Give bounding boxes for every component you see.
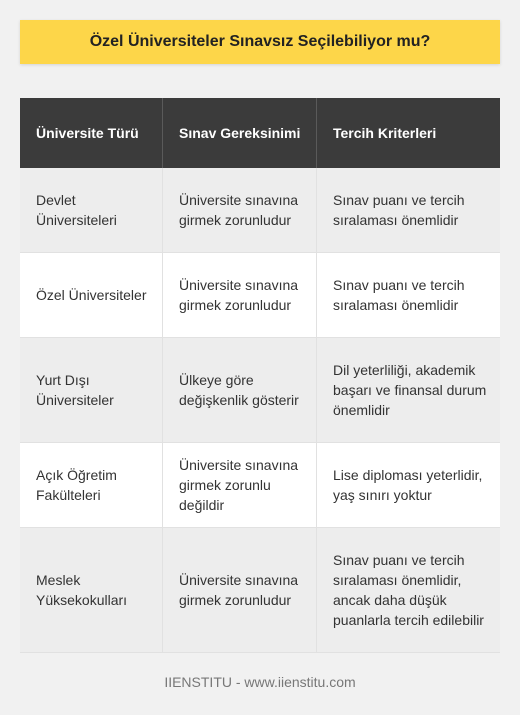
cell-preference-criteria: Sınav puanı ve tercih sıralaması önemlidir	[317, 168, 500, 253]
table-row	[20, 528, 500, 653]
cell-preference-criteria: Sınav puanı ve tercih sıralaması önemlidir, ancak daha düşük puanlarla tercih edilebilir	[317, 528, 500, 653]
table-row	[20, 338, 500, 443]
cell-university-type: Yurt Dışı Üniversiteler	[20, 338, 163, 443]
page-title: Özel Üniversiteler Sınavsız Seçilebiliyor mu?	[20, 20, 500, 64]
cell-university-type: Açık Öğretim Fakülteleri	[20, 443, 163, 528]
cell-university-type: Devlet Üniversiteleri	[20, 168, 163, 253]
cell-university-type: Özel Üniversiteler	[20, 253, 163, 338]
cell-exam-requirement: Üniversite sınavına girmek zorunlu değildir	[163, 443, 317, 528]
cell-preference-criteria: Sınav puanı ve tercih sıralaması önemlidir	[317, 253, 500, 338]
header-exam-requirement: Sınav Gereksinimi	[163, 98, 317, 168]
cell-exam-requirement: Ülkeye göre değişkenlik gösterir	[163, 338, 317, 443]
table-row	[20, 253, 500, 338]
cell-preference-criteria: Lise diploması yeterlidir, yaş sınırı yoktur	[317, 443, 500, 528]
table-header-row	[20, 98, 500, 168]
footer-credit: IIENSTITU - www.iienstitu.com	[164, 674, 356, 690]
table-row	[20, 168, 500, 253]
cell-exam-requirement: Üniversite sınavına girmek zorunludur	[163, 168, 317, 253]
table-row	[20, 443, 500, 528]
comparison-table	[20, 98, 500, 653]
cell-exam-requirement: Üniversite sınavına girmek zorunludur	[163, 253, 317, 338]
cell-preference-criteria: Dil yeterliliği, akademik başarı ve finansal durum önemlidir	[317, 338, 500, 443]
cell-exam-requirement: Üniversite sınavına girmek zorunludur	[163, 528, 317, 653]
header-preference-criteria: Tercih Kriterleri	[317, 98, 500, 168]
cell-university-type: Meslek Yüksekokulları	[20, 528, 163, 653]
header-university-type: Üniversite Türü	[20, 98, 163, 168]
